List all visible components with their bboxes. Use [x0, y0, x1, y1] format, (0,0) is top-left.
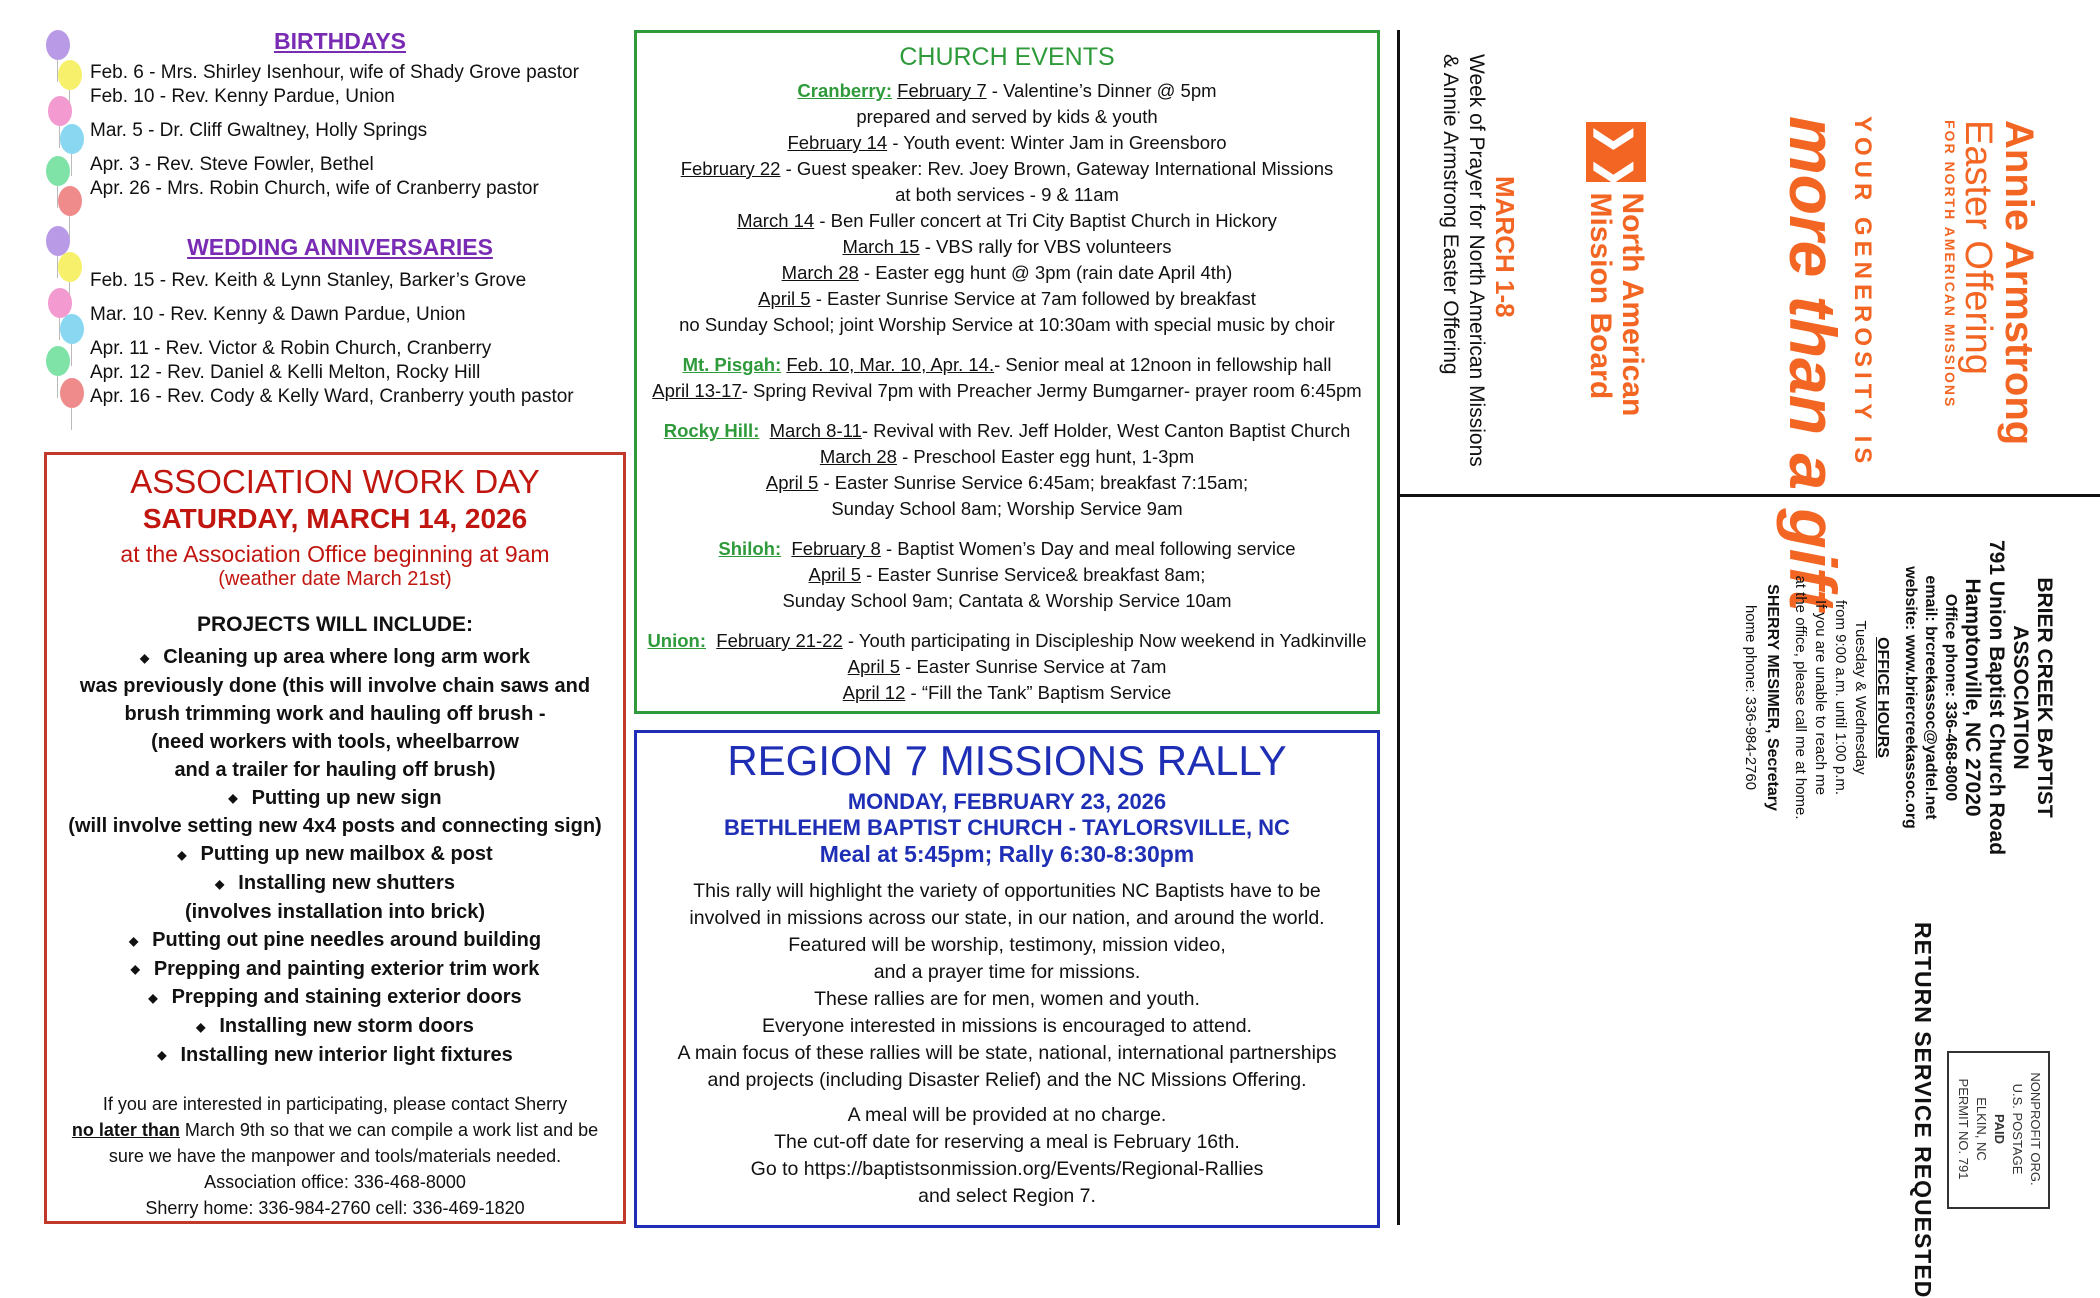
annie-armstrong-logo: Annie Armstrong Easter Offering FOR NORTH AMERICAN MISSIONS: [1942, 120, 2041, 446]
home-phone: Sherry home: 336-984-2760 cell: 336-469-1820: [145, 1198, 525, 1219]
work-day-location: at the Association Office beginning at 9am: [120, 541, 550, 567]
birthdays-section: [90, 28, 610, 201]
project-item: ◆ Prepping and staining exterior doors: [148, 986, 522, 1009]
project-item: ◆ Putting up new sign: [228, 786, 442, 809]
mt-pisgah-events: Mt. Pisgah: Feb. 10, Mar. 10, Apr. 14.- Senior meal at 12noon in fellowship hall April 13-17- Spring Revival 7pm with Preacher Jermy Bumgarner- prayer room 6:45pm: [652, 354, 1362, 401]
project-item: ◆ Putting up new mailbox & post: [177, 843, 493, 866]
birthdays-title: BIRTHDAYS: [273, 28, 407, 54]
birthday-item: Feb. 6 - Mrs. Shirley Isenhour, wife of Shady Grove pastor: [90, 62, 579, 83]
rally-title: REGION 7 MISSIONS RALLY: [727, 737, 1287, 784]
birthday-item: Feb. 10 - Rev. Kenny Pardue, Union: [90, 86, 395, 107]
generosity-tagline: YOUR GENEROSITY IS more than a gift: [1776, 116, 1876, 612]
project-item: ◆ Installing new storm doors: [196, 1015, 474, 1038]
anniversary-item: Mar. 10 - Rev. Kenny & Dawn Pardue, Union: [90, 304, 466, 325]
fold-line-vertical: [1397, 30, 1400, 1225]
work-day-weather: (weather date March 21st): [218, 568, 452, 590]
anniversary-item: Apr. 11 - Rev. Victor & Robin Church, Cranberry: [90, 338, 492, 359]
project-item-cont: (need workers with tools, wheelbarrow: [151, 730, 519, 753]
week-of-prayer: MARCH 1-8 Week of Prayer for North American Missions & Annie Armstrong Easter Offering: [1439, 54, 1520, 467]
project-item: ◆ Installing new interior light fixtures: [157, 1043, 513, 1066]
church-events-box: [634, 30, 1380, 714]
rocky-hill-events: Rocky Hill: March 8-11- Revival with Rev. Jeff Holder, West Canton Baptist Church March 28 - Preschool Easter egg hunt, 1-3pm April 5 - Easter Sunrise Service 6:45am; breakfast 7:15am; Sunday School 8am; Worship Service 9am: [663, 420, 1351, 519]
birthday-item: Apr. 3 - Rev. Steve Fowler, Bethel: [90, 154, 374, 175]
project-item: ◆ Cleaning up area where long arm work: [140, 646, 530, 668]
project-item-cont: was previously done (this will involve chain saws and: [79, 674, 591, 697]
union-events: Union: February 21-22 - Youth participating in Discipleship Now weekend in Yadkinville April 5 - Easter Sunrise Service at 7am April 12 - “Fill the Tank” Baptism Service: [647, 630, 1367, 703]
anniversaries-title: WEDDING ANNIVERSARIES: [187, 234, 493, 260]
rally-meal-info: A meal will be provided at no charge. The cut-off date for reserving a meal is February 16th. Go to https://baptistsonmission.org/Events/Regional-Rallies and select Region 7.: [750, 1104, 1264, 1207]
project-item: ◆ Putting out pine needles around building: [128, 928, 542, 951]
postage-text: NONPROFIT ORG. U.S. POSTAGE PAID ELKIN, NC PERMIT NO. 791: [1956, 1072, 2043, 1186]
church-events-title: CHURCH EVENTS: [899, 43, 1115, 71]
namb-logo: ❯❯ North American Mission Board: [1584, 122, 1649, 417]
work-day-box: [44, 452, 626, 1224]
anniversaries-section: [90, 234, 610, 409]
namb-icon: ❯❯: [1586, 122, 1646, 182]
deadline-text: no later than: [71, 1120, 180, 1141]
project-item-cont: (will involve setting new 4x4 posts and connecting sign): [68, 815, 602, 838]
office-phone: Association office: 336-468-8000: [204, 1172, 466, 1193]
birthday-item: Mar. 5 - Dr. Cliff Gwaltney, Holly Springs: [90, 120, 428, 141]
anniversary-item: Apr. 16 - Rev. Cody & Kelly Ward, Cranberry youth pastor: [90, 386, 574, 407]
work-day-title: ASSOCIATION WORK DAY: [130, 463, 540, 500]
anniversary-item: Feb. 15 - Rev. Keith & Lynn Stanley, Barker’s Grove: [90, 270, 527, 291]
fold-line-horizontal: [1400, 494, 2100, 497]
rally-times: Meal at 5:45pm; Rally 6:30-8:30pm: [819, 841, 1195, 867]
work-day-date: SATURDAY, MARCH 14, 2026: [142, 503, 528, 534]
cranberry-events: Cranberry: February 7 - Valentine’s Dinner @ 5pm prepared and served by kids & youth February 14 - Youth event: Winter Jam in Greensboro February 22 - Guest speaker: Rev. Joey Brown, Gateway International Missions at both services - 9 & 11am March 14 - Ben Fuller concert at Tri City Baptist Church in Hickory March 15 - VBS rally for VBS volunteers March 28 - Easter egg hunt @ 3pm (rain date April 4th) April 5 - Easter Sunrise Service at 7am followed by breakfast no Sunday School; joint Worship Service at 10:30am with special music by choir: [679, 80, 1335, 335]
shiloh-events: Shiloh: February 8 - Baptist Women’s Day and meal following service April 5 - Easter Sunrise Service& breakfast 8am; Sunday School 9am; Cantata & Worship Service 10am: [718, 538, 1296, 611]
rally-place: BETHLEHEM BAPTIST CHURCH - TAYLORSVILLE, NC: [724, 815, 1290, 840]
rally-description: This rally will highlight the variety of opportunities NC Baptists have to be involved in missions across our state, in our nation, and around the world. Featured will be worship, testimony, mission video, and a prayer time for missions. These rallies are for men, women and youth. Everyone interested in missions is encouraged to attend. A main focus of these rallies will be state, national, international partnerships and projects (including Disaster Relief) and the NC Missions Offering.: [677, 880, 1337, 1091]
project-item-cont: brush trimming work and hauling off brush -: [124, 702, 546, 725]
contact-info: If you are interested in participating, please contact Sherry no later than March 9th so that we can compile a work list and be sure we have the manpower and tools/materials needed. Association office: 336-468-8000 Sherry home: 336-984-2760 cell: 336-469-1820: [47, 1091, 623, 1221]
return-service-requested: RETURN SERVICE REQUESTED: [1910, 922, 1936, 1298]
project-item-cont: (involves installation into brick): [184, 900, 486, 923]
rally-date: MONDAY, FEBRUARY 23, 2026: [847, 789, 1167, 814]
project-item: ◆ Installing new shutters: [215, 872, 455, 895]
anniversary-item: Apr. 12 - Rev. Daniel & Kelli Melton, Rocky Hill: [90, 362, 481, 383]
project-item: ◆ Prepping and painting exterior trim work: [130, 957, 540, 980]
office-hours-title: OFFICE HOURS: [1874, 637, 1891, 758]
birthday-item: Apr. 26 - Mrs. Robin Church, wife of Cranberry pastor: [90, 178, 539, 199]
return-address: BRIER CREEK BAPTIST ASSOCIATION 791 Union Baptist Church Road Hamptonville, NC 27020 Office phone: 336-468-8000 email: brcreekassoc@yadtel.net website: www.briercreekassoc.org OFFICE HOURS Tuesday & Wednesday from 9:00 a.m. until 1:00 p.m. If you are unable to reach me at the office, please call me at home. SHERRY MESIMER, Secretary home phone: 336-984-2760: [1742, 540, 2056, 856]
project-item-cont: and a trailer for hauling off brush): [174, 758, 496, 781]
birthday-balloons: [36, 30, 86, 430]
projects-heading: PROJECTS WILL INCLUDE:: [196, 613, 474, 636]
projects-list: [47, 643, 623, 1069]
missions-rally-box: [634, 730, 1380, 1228]
